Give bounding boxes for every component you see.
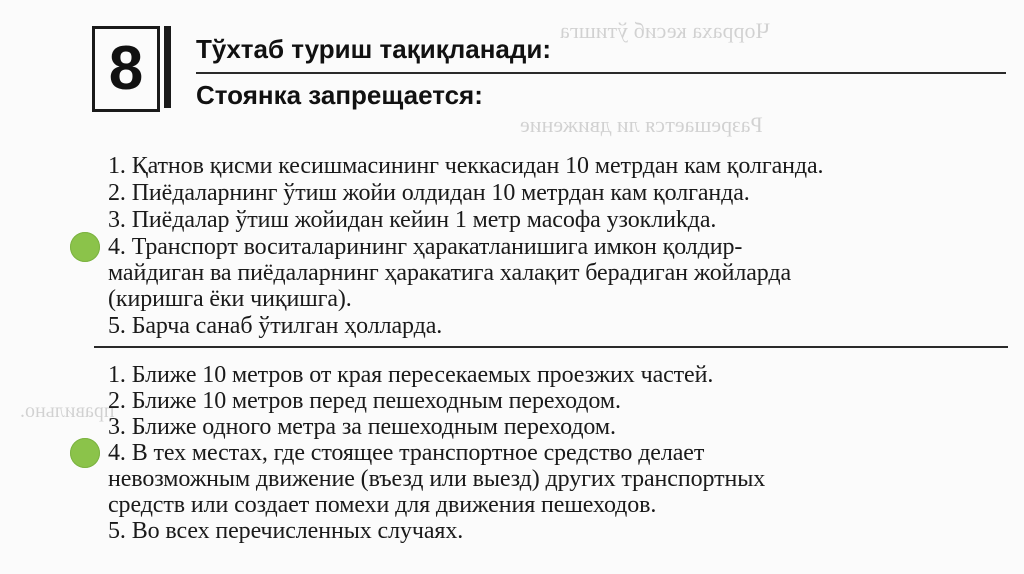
question-title-uz: Тўхтаб туриш тақиқланади:: [196, 34, 552, 64]
answer-ru-3: 3. Ближе одного метра за пешеходным переходом.: [108, 414, 616, 440]
answer-uz-5: 5. Барча санаб ўтилган ҳолларда.: [108, 313, 443, 339]
bleed-through-text: правильно.: [20, 400, 115, 422]
correct-answer-marker: [70, 232, 100, 262]
answer-ru-2: 2. Ближе 10 метров перед пешеходным переходом.: [108, 388, 621, 414]
answer-ru-4-line1: 4. В тех местах, где стоящее транспортное средство делает: [108, 440, 705, 466]
answer-uz-4-line3: (киришга ёки чиқишга).: [108, 286, 352, 312]
answer-ru-4-line2: невозможным движение (въезд или выезд) других транспортных: [108, 466, 766, 492]
bleed-through-text: Разрешается ли движение: [520, 112, 763, 137]
answer-ru-5: 5. Во всех перечисленных случаях.: [108, 518, 464, 544]
bleed-through-text: Чорраха кесиб ўтишга: [560, 18, 770, 43]
number-bar: [164, 26, 171, 108]
title-divider: [196, 72, 1006, 74]
question-number: 8: [92, 26, 160, 112]
section-divider: [94, 346, 1008, 348]
answer-ru-1: 1. Ближе 10 метров от края пересекаемых проезжих частей.: [108, 362, 714, 388]
answer-uz-4-line1: 4. Транспорт воситаларининг ҳаракатланишига имкон қолдир-: [108, 234, 743, 260]
question-title-ru: Стоянка запрещается:: [196, 80, 483, 110]
correct-answer-marker: [70, 438, 100, 468]
answer-uz-3: 3. Пиёдалар ўтиш жойидан кейин 1 метр масофа узоклиkда.: [108, 207, 717, 233]
answer-uz-1: 1. Қатнов қисми кесишмасининг чеккасидан 10 метрдан кам қолганда.: [108, 153, 824, 179]
answer-uz-4-line2: майдиган ва пиёдаларнинг ҳаракатига халақит берадиган жойларда: [108, 260, 792, 286]
answer-uz-2: 2. Пиёдаларнинг ўтиш жойи олдидан 10 метрдан кам қолганда.: [108, 180, 750, 206]
answer-ru-4-line3: средств или создает помехи для движения пешеходов.: [108, 492, 657, 518]
